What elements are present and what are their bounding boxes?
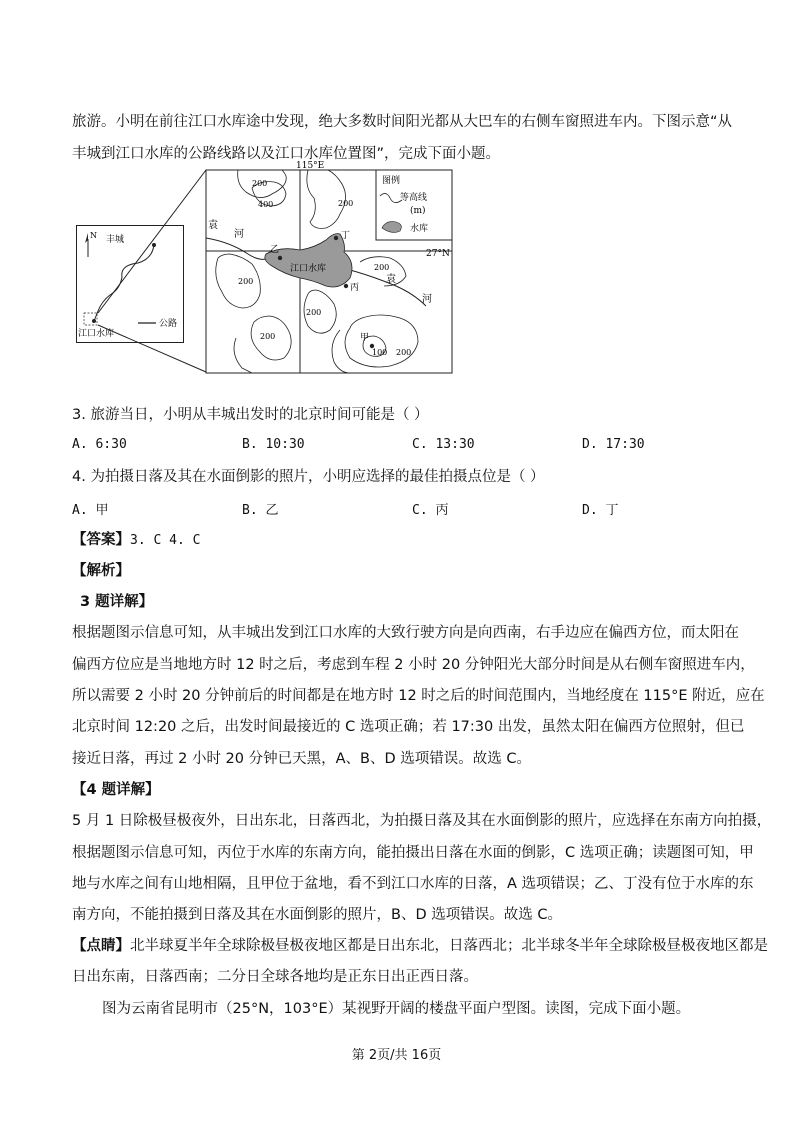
contour-100: 100: [372, 348, 388, 357]
point-jia-label: 甲: [360, 333, 370, 343]
point-ding-dot: [334, 236, 338, 240]
q3-option-b: B. 10:30: [242, 437, 305, 452]
q4-option-b: B. 乙: [242, 503, 279, 518]
detail3-title: 3 题详解】: [80, 594, 154, 610]
tip-line-1: 北半球夏半年全球除极昼极夜地区都是日出东北，日落西北；北半球冬半年全球除极昼极夜地区都是: [130, 938, 768, 954]
point-jia-dot: [370, 344, 374, 348]
q4-option-a: A. 甲: [72, 503, 109, 518]
contour-200-d: 200: [260, 332, 276, 341]
detail3-line-3: 所以需要 2 小时 20 分钟前后的时间都是在地方时 12 时之后的时间范围内，当地经度在 115°E 附近，应在: [72, 688, 765, 704]
river-right-2: 河: [422, 294, 432, 305]
q3-option-c: C. 13:30: [412, 437, 475, 452]
point-bing-label: 丙: [350, 283, 360, 293]
river-right-1: 袁: [386, 274, 396, 285]
tip-line-2: 日出东南，日落西南；二分日全球各地均是正东日出正西日落。: [72, 969, 478, 985]
contour-200-c: 200: [238, 277, 254, 286]
detail3-line-2: 偏西方位应是当地地方时 12 时之后，考虑到车程 2 小时 20 分钟阳光大部分时间是从右侧车窗照进车内，: [72, 657, 755, 673]
small-city-label: 丰城: [106, 235, 125, 245]
legend-contour-label: 等高线: [400, 193, 428, 203]
contour-200-a: 200: [252, 179, 268, 188]
legend-reservoir-label: 水库: [410, 224, 429, 234]
answer-text: 3. C 4. C: [130, 533, 201, 548]
detail4-line-4: 南方向，不能拍摄到日落及其在水面倒影的照片，B、D 选项错误。故选 C。: [72, 907, 562, 923]
analysis-label: 【解析】: [72, 563, 130, 579]
contour-200-f: 200: [374, 263, 390, 272]
point-yi-label: 乙: [270, 245, 280, 255]
q4-option-d: D. 丁: [582, 503, 619, 518]
detail4-title: 【4 题详解】: [72, 782, 160, 798]
small-reservoir-label: 江口水库: [78, 329, 115, 339]
map-legend: [376, 170, 452, 240]
contour-200-b: 200: [338, 199, 354, 208]
point-bing-dot: [344, 284, 348, 288]
point-yi-dot: [278, 256, 282, 260]
intro-line-2: 丰城到江口水库的公路线路以及江口水库位置图”，完成下面小题。: [72, 146, 501, 162]
small-road-legend-label: 公路: [159, 319, 178, 329]
q3-option-d: D. 17:30: [582, 437, 645, 452]
river-left-2: 河: [234, 229, 244, 240]
q4-option-c: C. 丙: [412, 503, 449, 518]
contour-400: 400: [258, 200, 274, 209]
detail4-line-3: 地与水库之间有山地相隔，且甲位于盆地，看不到江口水库的日落，A 选项错误；乙、丁没有位于水库的东: [72, 876, 754, 892]
detail3-line-4: 北京时间 12:20 之后，出发时间最接近的 C 选项正确；若 17:30 出发，虽然太阳在偏西方位照射，但已: [72, 719, 745, 735]
answer-row: [72, 530, 200, 551]
detail4-line-2: 根据题图示信息可知，丙位于水库的东南方向，能拍摄出日落在水面的倒影，C 选项正确；读题图可知，甲: [72, 845, 754, 861]
page-footer: 第 2页/共 16页: [351, 1048, 442, 1063]
next-intro: 图为云南省昆明市（25°N，103°E）某视野开阔的楼盘平面户型图。读图，完成下面小题。: [102, 1001, 691, 1017]
river-left-1: 袁: [208, 220, 218, 231]
q3-stem: 3. 旅游当日，小明从丰城出发时的北京时间可能是（ ）: [72, 407, 429, 423]
contour-200-g: 200: [396, 348, 412, 357]
legend-title: 图例: [382, 176, 401, 186]
legend-unit: (m): [410, 206, 426, 216]
detail4-line-1: 5 月 1 日除极昼极夜外，日出东北，日落西北，为拍摄日落及其在水面倒影的照片，应选择在东南方向拍摄，: [72, 813, 772, 829]
lon-label: 115°E: [296, 161, 325, 171]
detail3-line-1: 根据题图示信息可知，从丰城出发到江口水库的大致行驶方向是向西南，右手边应在偏西方位，而太阳在: [72, 625, 739, 641]
contour-200-e: 200: [306, 308, 322, 317]
q4-stem: 4. 为拍摄日落及其在水面倒影的照片，小明应选择的最佳拍摄点位是（ ）: [72, 469, 545, 485]
answer-label: 【答案】: [72, 532, 130, 548]
north-label: N: [90, 231, 97, 240]
tip-row: [72, 936, 768, 956]
point-ding-label: 丁: [341, 231, 351, 241]
reservoir-map: [200, 158, 460, 376]
tip-label: 【点睛】: [72, 938, 130, 954]
q3-option-a: A. 6:30: [72, 437, 127, 452]
reservoir-label: 江口水库: [290, 264, 327, 274]
intro-line-1: 旅游。小明在前往江口水库途中发现，绝大多数时间阳光都从大巴车的右侧车窗照进车内。下图示意“从: [72, 114, 733, 130]
lat-label: 27°N: [426, 249, 450, 259]
detail3-line-5: 接近日落，再过 2 小时 20 分钟已天黑，A、B、D 选项错误。故选 C。: [72, 751, 531, 767]
